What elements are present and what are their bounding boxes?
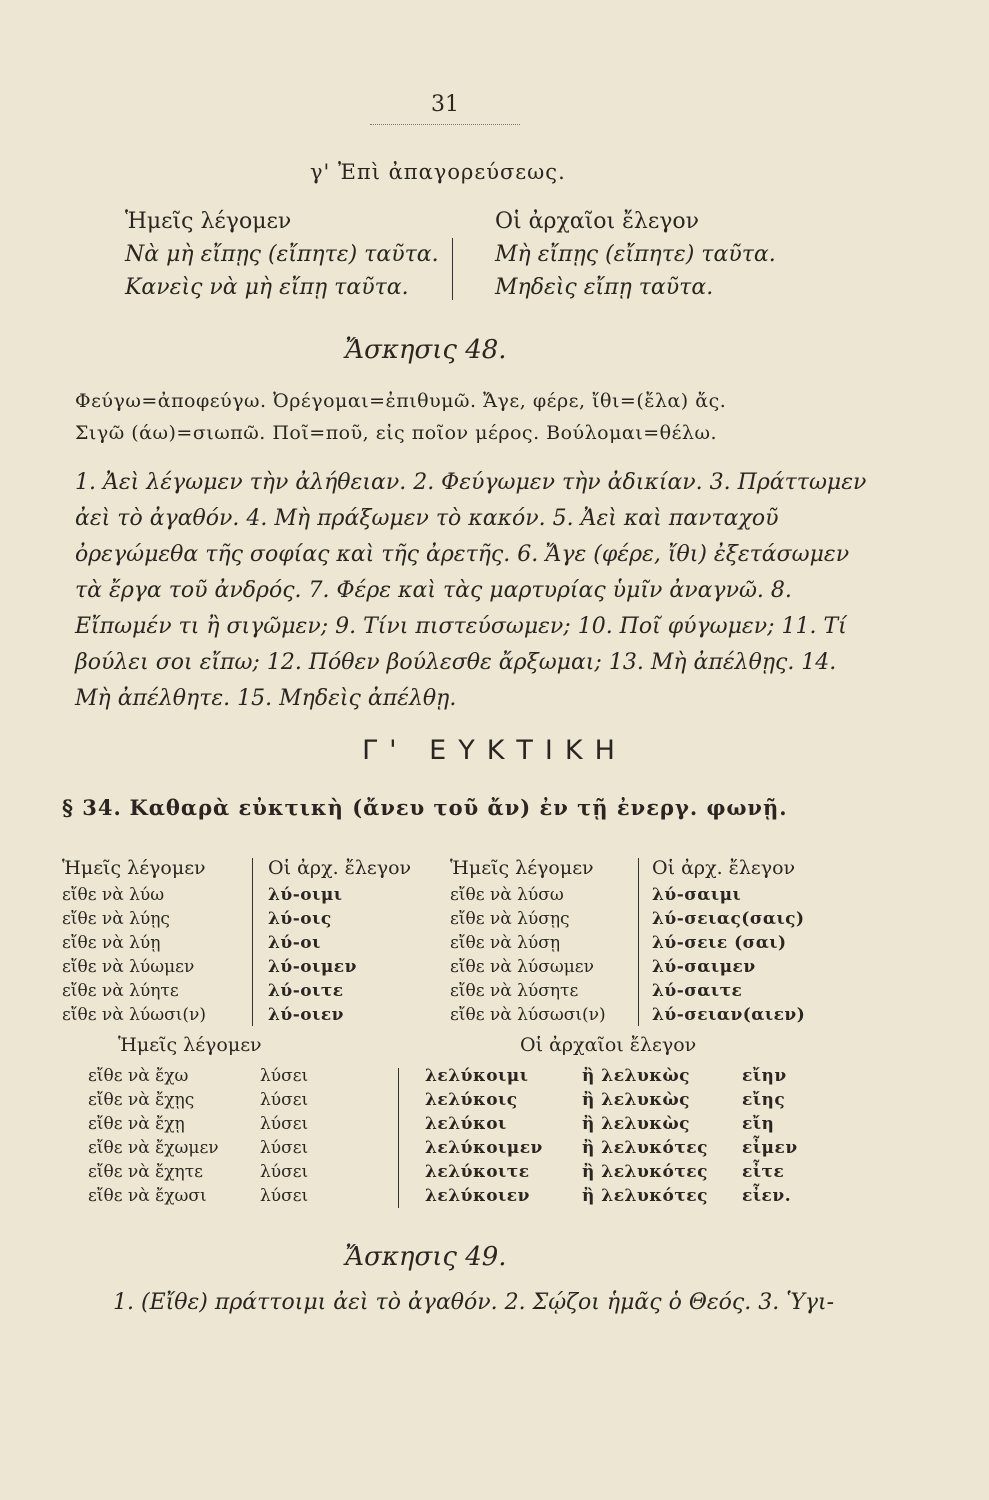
table-cell: εἴθε νὰ ἔχῃ: [88, 1114, 185, 1134]
table-cell: εἴην: [742, 1066, 787, 1086]
table-cell: λύ-σειαν(αιεν): [652, 1005, 806, 1025]
table1-divider: [252, 858, 253, 1026]
table-cell: λύσει: [260, 1162, 309, 1182]
table-cell: λύσει: [260, 1066, 309, 1086]
modern-line: Κανεὶς νὰ μὴ εἴπῃ ταῦτα.: [125, 275, 409, 300]
table-cell: εἴθε νὰ λύῃς: [62, 909, 170, 929]
table-cell: εἴθε νὰ ἔχῃς: [88, 1090, 195, 1110]
table1-divider: [638, 858, 639, 1026]
table2-col1: [88, 1064, 219, 1208]
section-number: § 34.: [62, 795, 122, 820]
table-cell: λελύκοις: [425, 1090, 518, 1110]
table-cell: εἶτε: [742, 1162, 785, 1182]
exercise-48-text: 1. Ἀεὶ λέγωμεν τὴν ἀλήθειαν. 2. Φεύγωμεν τὴν ἀδικίαν. 3. Πράττωμεν ἀεὶ τὸ ἀγαθόν. 4. Μὴ πράξωμεν τὸ κακόν. 5. Ἀεὶ καὶ πανταχοῦ ὀρεγώμεθα τῆς σοφίας καὶ τῆς ἀρετῆς. 6. Ἄγε (φέρε, ἴθι) ἐξετάσωμεν τὰ ἔργα τοῦ ἀνδρός. 7. Φέρε καὶ τὰς μαρτυρίας ὑμῖν ἀναγνῶ. 8. Εἴπωμέν τι ἢ σιγῶμεν; 9. Τίνι πιστεύσωμεν; 10. Ποῖ φύγωμεν; 11. Τί βούλει σοι εἴπω; 12. Πόθεν βούλεσθε ἄρξωμαι; 13. Μὴ ἀπέλθῃς. 14. Μὴ ἀπέλθητε. 15. Μηδεὶς ἀπέλθῃ.: [75, 470, 867, 711]
table-cell: λύ-οι: [268, 933, 321, 953]
table-cell: εἴθε νὰ λύητε: [62, 981, 179, 1001]
table-cell: ἢ λελυκὼς: [582, 1090, 691, 1110]
table-cell: λύ-οιεν: [268, 1005, 344, 1025]
table-header: Οἱ ἀρχ. ἔλεγον: [652, 857, 796, 879]
table-cell: εἴθε νὰ λύωσι(ν): [62, 1005, 206, 1025]
ancient-column: [495, 205, 776, 304]
table-cell: λύ-σειας(σαις): [652, 909, 805, 929]
table-cell: εἴθε νὰ ἔχωσι: [88, 1186, 207, 1206]
table-cell: λύ-σειε (σαι): [652, 933, 787, 953]
table-header: Ἡμεῖς λέγομεν: [62, 857, 206, 879]
section-name: Καθαρὰ εὐκτικὴ (ἄνευ τοῦ ἄν) ἐν τῇ ἐνεργ. φωνῇ.: [129, 795, 788, 820]
table-cell: εἴθε νὰ ἔχω: [88, 1066, 189, 1086]
table-cell: εἶεν.: [742, 1186, 792, 1206]
page-number: 31: [431, 92, 459, 117]
table-header: Ἡμεῖς λέγομεν: [118, 1034, 262, 1056]
vocabulary: [75, 385, 726, 449]
table-cell: εἴθε νὰ λύσῃ: [450, 933, 561, 953]
table-cell: λύσει: [260, 1114, 309, 1134]
modern-line: Νὰ μὴ εἴπῃς (εἴπητε) ταῦτα.: [125, 242, 439, 267]
subsection-title: γ' Ἐπὶ ἀπαγορεύσεως.: [310, 160, 566, 184]
modern-header: Ἡμεῖς λέγομεν: [125, 209, 292, 234]
table-cell: εἴθε νὰ λύσω: [450, 885, 564, 905]
page-number-rule: [370, 124, 520, 125]
table2-col5: [742, 1064, 798, 1208]
modern-column: [125, 205, 439, 304]
ancient-line: Μηδεὶς εἴπῃ ταῦτα.: [495, 275, 714, 300]
chapter-heading: Γ' ΕΥΚΤΙΚΗ: [362, 735, 627, 766]
table-cell: λελύκοιμεν: [425, 1138, 543, 1158]
table-cell: λύσει: [260, 1090, 309, 1110]
table-cell: λελύκοιεν: [425, 1186, 530, 1206]
vocab-line: Σιγῶ (άω)=σιωπῶ. Ποῖ=ποῦ, εἰς ποῖον μέρος. Βούλομαι=θέλω.: [75, 422, 717, 444]
table-cell: λύ-οις: [268, 909, 332, 929]
table-cell: εἴη: [742, 1114, 775, 1134]
table-cell: ἢ λελυκότες: [582, 1138, 708, 1158]
table2-divider: [398, 1068, 399, 1208]
table2-col4: [582, 1064, 708, 1208]
table-cell: εἴθε νὰ λύω: [62, 885, 165, 905]
table-cell: λύ-οιμεν: [268, 957, 357, 977]
table-cell: ἢ λελυκότες: [582, 1162, 708, 1182]
table-cell: εἴθε νὰ ἔχητε: [88, 1162, 203, 1182]
table-cell: εἴθε νὰ λύωμεν: [62, 957, 195, 977]
table-cell: εἶμεν: [742, 1138, 798, 1158]
table1-col4: [652, 855, 805, 1027]
table-header: Οἱ ἀρχ. ἔλεγον: [268, 857, 412, 879]
table-cell: λελύκοιμι: [425, 1066, 529, 1086]
table-cell: εἴθε νὰ λύῃ: [62, 933, 161, 953]
table-cell: ἢ λελυκὼς: [582, 1114, 691, 1134]
table-cell: εἴθε νὰ λύσητε: [450, 981, 579, 1001]
table1-col1: [62, 855, 206, 1027]
table-cell: λύσει: [260, 1138, 309, 1158]
table-cell: λελύκοιτε: [425, 1162, 530, 1182]
table1-col2: [268, 855, 411, 1027]
table-cell: λελύκοι: [425, 1114, 507, 1134]
table2-header-left: [118, 1032, 262, 1060]
table-cell: εἴθε νὰ λύσῃς: [450, 909, 570, 929]
table-cell: ἢ λελυκότες: [582, 1186, 708, 1206]
ancient-line: Μὴ εἴπῃς (εἴπητε) ταῦτα.: [495, 242, 776, 267]
exercise-49-text: 1. (Εἴθε) πράττοιμι ἀεὶ τὸ ἀγαθόν. 2. Σῴζοι ἡμᾶς ὁ Θεός. 3. Ὑγι-: [113, 1290, 835, 1315]
table-cell: λύ-σαιμι: [652, 885, 742, 905]
table-cell: ἢ λελυκὼς: [582, 1066, 691, 1086]
table-cell: εἴθε νὰ λύσωμεν: [450, 957, 594, 977]
table-header: Οἱ ἀρχαῖοι ἔλεγον: [520, 1034, 697, 1056]
table-cell: λύ-σαιμεν: [652, 957, 756, 977]
table2-header-right: [520, 1032, 696, 1060]
table-cell: εἴθε νὰ λύσωσι(ν): [450, 1005, 606, 1025]
table-cell: λύσει: [260, 1186, 309, 1206]
table-header: Ἡμεῖς λέγομεν: [450, 857, 594, 879]
section-title: [62, 795, 788, 820]
exercise-49-title: Ἄσκησις 49.: [345, 1242, 507, 1272]
vocab-line: Φεύγω=ἀποφεύγω. Ὀρέγομαι=ἐπιθυμῶ. Ἄγε, φέρε, ἴθι=(ἔλα) ἄς.: [75, 390, 727, 412]
table-cell: λύ-σαιτε: [652, 981, 743, 1001]
table-cell: εἴης: [742, 1090, 786, 1110]
table2-col3: [425, 1064, 543, 1208]
table-cell: λύ-οιμι: [268, 885, 343, 905]
table-cell: λύ-οιτε: [268, 981, 344, 1001]
table-cell: εἴθε νὰ ἔχωμεν: [88, 1138, 219, 1158]
exercise-48-title: Ἄσκησις 48.: [345, 335, 507, 365]
table2-col2: [260, 1064, 308, 1208]
column-divider: [452, 238, 453, 300]
ancient-header: Οἱ ἀρχαῖοι ἔλεγον: [495, 209, 700, 234]
table1-col3: [450, 855, 606, 1027]
